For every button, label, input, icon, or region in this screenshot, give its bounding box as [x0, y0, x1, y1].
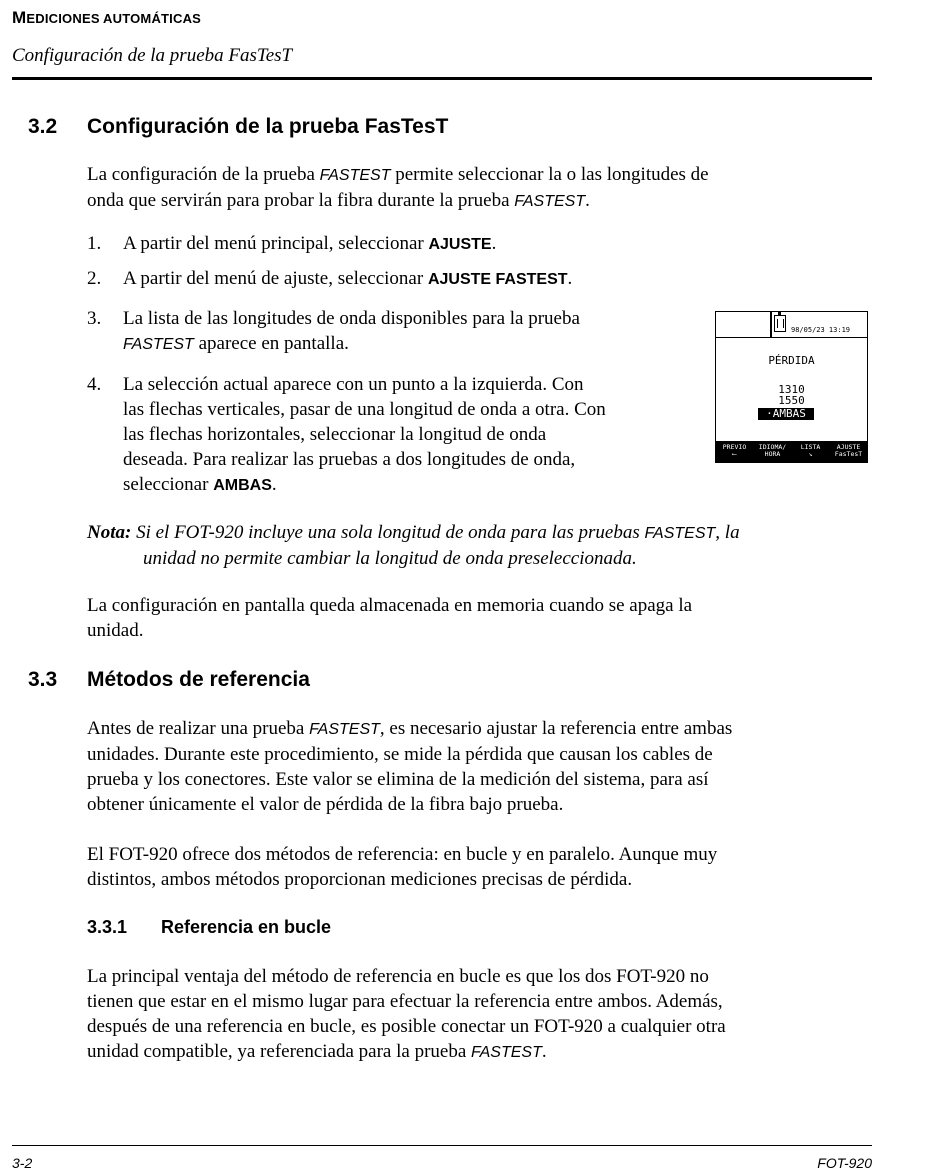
section-number: 3.2 [28, 115, 58, 138]
note: Nota: Si el FOT-920 incluye una sola longitud de onda para las pruebas FASTEST, la unidad no permite cambiar la longitud de onda preseleccionada. [87, 522, 740, 569]
list-item: 2. A partir del menú de ajuste, seleccionar AJUSTE FASTEST. [87, 268, 573, 289]
list-item: 1. A partir del menú principal, seleccionar AJUSTE. [87, 233, 497, 254]
section-number: 3.3 [28, 668, 58, 691]
intro-paragraph: La configuración de la prueba FASTEST permite seleccionar la o las longitudes de onda que servirán para probar la fibra durante la prueba FASTEST. [87, 164, 709, 211]
page-number: 3-2 [12, 1155, 33, 1171]
running-header-section: MEDICIONES AUTOMÁTICAS [12, 8, 202, 27]
screen-option-selected: ·AMBAS [758, 408, 814, 420]
methods-paragraph: El FOT-920 ofrece dos métodos de referencia: en bucle y en paralelo. Aunque muy distintos, ambos métodos proporcionan mediciones precisas de pérdida. [87, 844, 718, 890]
screen-title: PÉRDIDA [768, 354, 815, 367]
screen-option: 1550 [778, 394, 805, 407]
section-title: Configuración de la prueba FasTesT [87, 115, 449, 138]
screen-datetime: 98/05/23 13:19 [791, 326, 851, 334]
screen-status-bar [716, 312, 867, 338]
screen-option: 1310 [778, 383, 805, 396]
subsection-title: Referencia en bucle [161, 917, 332, 937]
config-paragraph: La configuración en pantalla queda almacenada en memoria cuando se apaga la unidad. [87, 595, 693, 641]
header-rule [12, 77, 872, 80]
running-header-subtitle: Configuración de la prueba FasTesT [12, 45, 293, 66]
section-heading-3-2 [28, 115, 628, 141]
softkey-idioma-hora: IDIOMA/ HORA [754, 442, 792, 462]
reference-paragraph: Antes de realizar una prueba FASTEST, es necesario ajustar la referencia entre ambas unidades. Durante este procedimiento, se mide la pérdida que causan los cables de prueba y los conectores. Este valor se elimina de la medición del sistema, para así obtener únicamente el valor de pérdida de la fibra bajo prueba. [87, 718, 733, 815]
section-title: Métodos de referencia [87, 668, 310, 691]
subsection-number: 3.3.1 [87, 917, 128, 937]
softkey-ajuste-fastest: AJUSTE FasTesT [830, 442, 867, 462]
list-item: 3. La lista de las longitudes de onda disponibles para la prueba FASTEST aparece en pantalla. [87, 308, 580, 354]
loop-reference-paragraph: La principal ventaja del método de referencia en bucle es que los dos FOT-920 no tienen que estar en el mismo lugar para efectuar la referencia entre ambos. Además, después de una referencia en bucle, es posible conectar un FOT-920 a cualquier otra unidad compatible, ya referenciada para la prueba FASTEST. [87, 966, 726, 1062]
softkey-lista: LISTA ↘ [792, 442, 830, 462]
section-heading-3-3 [28, 668, 628, 694]
battery-icon [774, 315, 786, 332]
footer-rule [12, 1145, 872, 1146]
list-item: 4. La selección actual aparece con un punto a la izquierda. Con las flechas verticales, pasar de una longitud de onda a otra. Con las flechas horizontales, seleccionar la longitud de onda deseada. Para realizar las pruebas a dos longitudes de onda, seleccionar AMBAS. [87, 374, 606, 495]
screen-softkeys [716, 441, 867, 462]
subsection-heading-3-3-1 [87, 917, 587, 941]
device-screen [715, 311, 868, 463]
softkey-previo: PREVIO ⟵ [716, 442, 754, 462]
footer-product: FOT-920 [817, 1155, 872, 1171]
note-label: Nota: [87, 522, 132, 543]
